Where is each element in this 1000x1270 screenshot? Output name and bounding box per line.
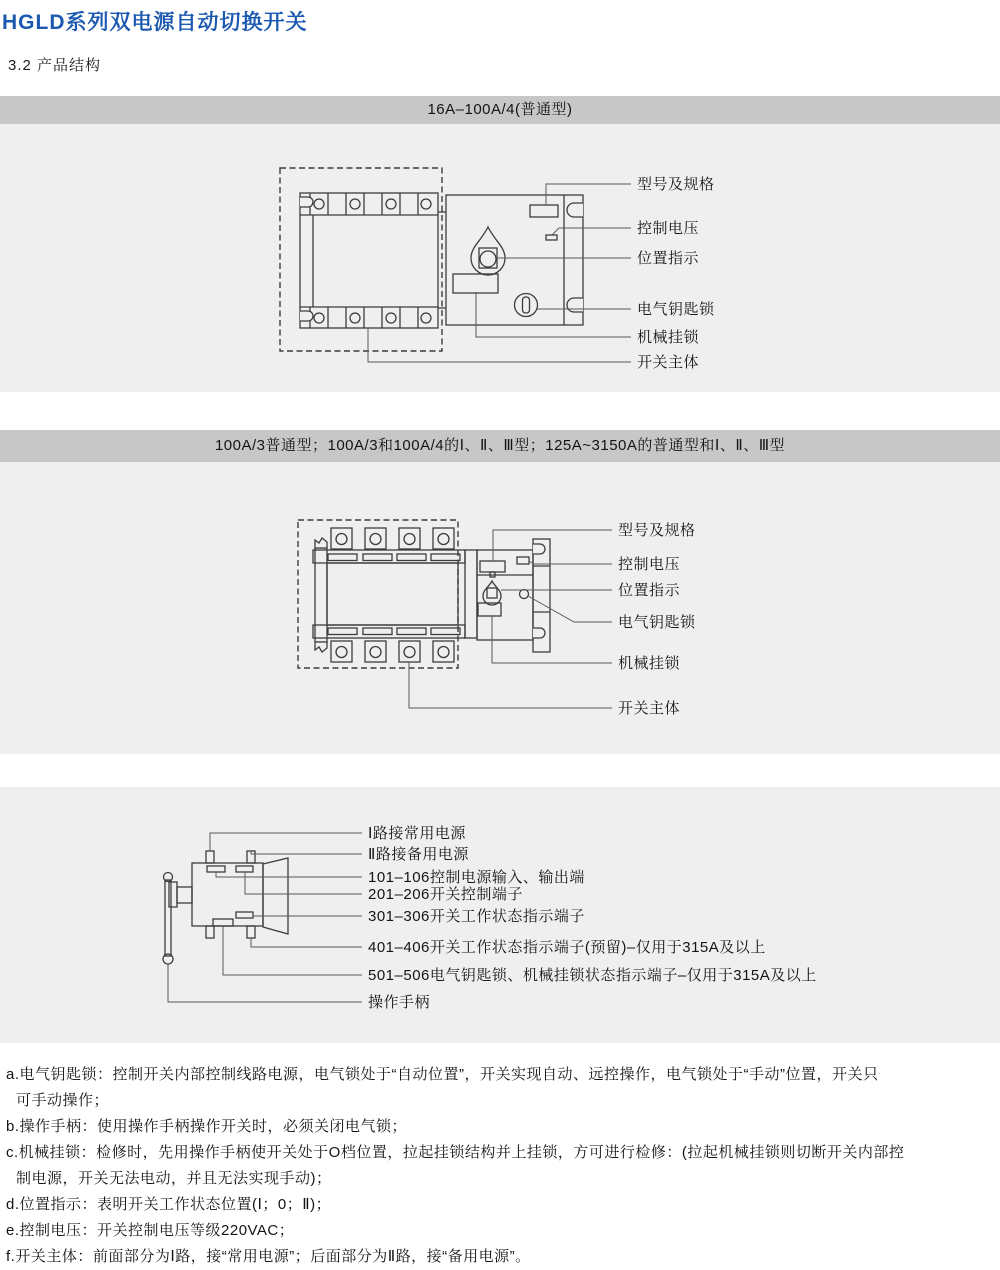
diagram-label-mechanical-padlock: 机械挂锁	[637, 328, 700, 346]
diagram-side-view	[0, 787, 1000, 1043]
diagram-label-control-voltage: 控制电压	[637, 219, 700, 237]
terminal-post	[206, 851, 214, 863]
diagram-label-switch-body: 开关主体	[637, 353, 700, 371]
arc-chute	[263, 858, 288, 934]
diagram-16a-100a-top-view	[0, 96, 1000, 392]
hinge-section	[465, 550, 477, 638]
diagram-100a-3150a-top-view	[0, 430, 1000, 754]
diagram-label-electric-keylock: 电气钥匙锁	[618, 613, 696, 631]
diagram-label-terminals-501: 501–506电气钥匙锁、机械挂锁状态指示端子–仅用于315A及以上	[368, 966, 817, 984]
panel1-header: 16A–100A/4(普通型)	[0, 96, 1000, 124]
note-c-line1: c.机械挂锁：检修时，先用操作手柄使开关处于O档位置，拉起挂锁结构并上挂锁，方可进行检修：(拉起机械挂锁则切断开关内部控	[6, 1144, 905, 1161]
diagram-label-terminals-101: 101–106控制电源输入、输出端	[368, 868, 585, 886]
position-indicator-window	[480, 251, 496, 267]
diagram-label-terminals-301: 301–306开关工作状态指示端子	[368, 907, 585, 925]
controller-outline	[438, 195, 583, 325]
diagram-label-line1-power: Ⅰ路接常用电源	[368, 824, 466, 842]
electric-keylock	[520, 590, 529, 599]
diagram-label-line2-power: Ⅱ路接备用电源	[368, 845, 469, 863]
note-b: b.操作手柄：使用操作手柄操作开关时，必须关闭电气锁；	[6, 1118, 408, 1135]
diagram-label-switch-body: 开关主体	[618, 699, 681, 717]
panel2-header: 100A/3普通型；100A/3和100A/4的Ⅰ、Ⅱ、Ⅲ型；125A~3150A的普通型和Ⅰ、Ⅱ、Ⅲ型	[0, 430, 1000, 462]
note-c-line2: 制电源，开关无法电动，并且无法实现手动)；	[16, 1170, 332, 1187]
leader-lines	[368, 184, 631, 362]
switch-body-outline	[298, 520, 477, 668]
page-title: HGLD系列双电源自动切换开关	[2, 11, 308, 34]
diagram-label-position-indicator: 位置指示	[618, 581, 681, 599]
note-e: e.控制电压：开关控制电压等级220VAC；	[6, 1222, 295, 1239]
panel-100a-3150a	[0, 430, 1000, 754]
section-title: 3.2 产品结构	[8, 57, 102, 74]
terminal-post	[206, 926, 214, 938]
leader-lines	[168, 833, 362, 1002]
control-voltage-marker	[517, 557, 529, 564]
model-plate	[530, 205, 558, 217]
note-a-line2: 可手动操作；	[16, 1092, 110, 1109]
model-plate	[480, 561, 505, 572]
diagram-label-model: 型号及规格	[637, 175, 715, 193]
diagram-label-mechanical-padlock: 机械挂锁	[618, 654, 681, 672]
panel-16a-100a	[0, 96, 1000, 392]
diagram-label-operating-handle: 操作手柄	[368, 993, 431, 1011]
diagram-label-model: 型号及规格	[618, 521, 696, 539]
position-indicator-drop	[483, 581, 501, 605]
control-voltage-marker	[546, 235, 557, 240]
terminal-post	[247, 926, 255, 938]
diagram-label-position-indicator: 位置指示	[637, 249, 700, 267]
switch-body-outline	[280, 168, 442, 351]
mechanical-padlock-plate	[453, 274, 498, 293]
note-d: d.位置指示：表明开关工作状态位置(Ⅰ；0；Ⅱ)；	[6, 1196, 332, 1213]
diagram-label-terminals-401: 401–406开关工作状态指示端子(预留)–仅用于315A及以上	[368, 938, 766, 956]
panel-side-view	[0, 787, 1000, 1043]
note-a-line1: a.电气钥匙锁：控制开关内部控制线路电源，电气锁处于“自动位置”，开关实现自动、远控操作，电气锁处于“手动”位置，开关只	[6, 1066, 879, 1083]
notes-block	[6, 1062, 994, 1270]
leader-lines	[409, 530, 612, 708]
handle-rod	[165, 880, 171, 956]
controller-outline	[477, 539, 550, 652]
note-f: f.开关主体：前面部分为Ⅰ路，接“常用电源”；后面部分为Ⅱ路，接“备用电源”。	[6, 1248, 531, 1265]
diagram-label-electric-keylock: 电气钥匙锁	[637, 300, 715, 318]
diagram-label-control-voltage: 控制电压	[618, 555, 681, 573]
diagram-label-terminals-201: 201–206开关控制端子	[368, 885, 523, 903]
